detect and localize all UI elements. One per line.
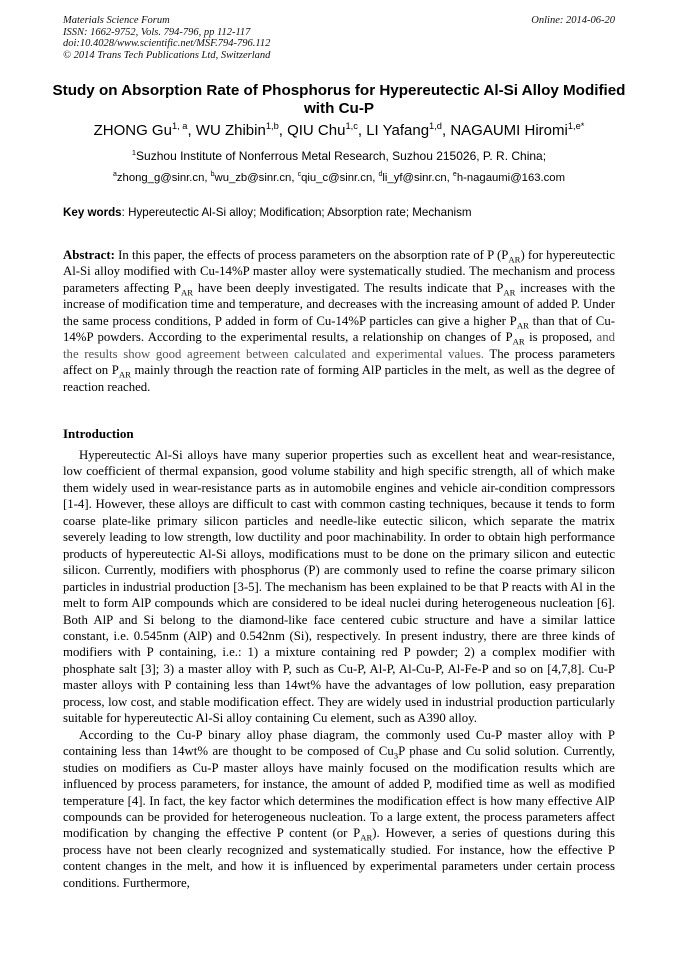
author-separator: , [357,122,367,139]
abstract-subscript: AR [516,320,529,331]
copyright-line: © 2014 Trans Tech Publications Ltd, Switzerland [63,49,271,61]
abstract-text: In this paper, the effects of process parameters on the absorption rate of P (P [114,248,509,262]
abstract [63,247,615,395]
email-address[interactable]: li_yf@sinr.cn, [382,172,453,184]
doi-link[interactable]: doi:10.4028/www.scientific.net/MSF.794-796.112 [63,38,271,50]
abstract-subscript: AR [512,336,525,347]
abstract-text: have been deeply investigated. The results indicate that P [193,280,504,295]
email-mark: d [378,171,383,179]
abstract-text: ) for hypereutectic Al-Si alloy modified with Cu-14%P master alloy were systematically studied. The mechanism and process parameters affecting P [63,248,615,295]
abstract-subscript: AR [181,287,194,298]
journal-header [63,15,615,61]
affiliation-mark: 1 [131,148,137,157]
author-name: WU Zhibin [195,122,266,139]
abstract-text: increases with the increase of modification time and temperature, and decreases with the increasing amount of added P. Under the same process conditions, P added in form of Cu-14%P particles can give a higher P [63,280,615,328]
abstract-text: mainly through the reaction rate of forming AlP particles in the melt, as well as the degree of reaction reached. [63,363,615,394]
email-mark: e [452,171,457,179]
keywords [63,205,615,221]
author-affiliation-mark: 1,e* [567,121,585,131]
email-address[interactable]: zhong_g@sinr.cn, [116,172,211,184]
email-mark: a [112,171,117,179]
email-address[interactable]: qiu_c@sinr.cn, [301,172,379,184]
author-affiliation-mark: 1,c [345,121,358,131]
email-mark: b [210,171,215,179]
paragraph-subscript: 3 [393,750,399,761]
email-mark: c [297,171,302,179]
author-affiliation-mark: 1, a [171,121,188,131]
introduction-paragraph [63,727,615,892]
section-heading-introduction: Introduction [63,426,134,441]
abstract-subscript: AR [508,254,521,265]
keywords-label: Key words [63,206,122,219]
affiliation [20,148,658,164]
author-affiliation-mark: 1,b [265,121,279,131]
journal-name: Materials Science Forum [63,15,170,26]
email-list [20,170,658,186]
author-name: ZHONG Gu [93,122,172,139]
author-name: NAGAUMI Hiromi [450,122,568,139]
keywords-text: : Hypereutectic Al-Si alloy; Modification; Absorption rate; Mechanism [121,206,472,219]
author-separator: , [278,122,288,139]
paragraph-text: P phase and Cu solid solution. Currently, studies on modifiers as Cu-P master alloys have mainly focused on the modification results which are influenced by process parameters, for instance, the amount of added P, modified time as well as modified temperature [4]. In fact, the key factor which determines the modification effect is how many effective AlP compounds can be provided for heterogeneous nucleation. To a large extent, the process parameters affect modification by changing the effective P content (or P [63,744,616,841]
abstract-text: The process parameters affect on P [63,346,615,378]
abstract-subscript: AR [118,369,131,380]
email-address[interactable]: h-nagaumi@163.com [456,172,565,184]
paragraph-subscript: AR [360,832,373,843]
paragraph-text: ). However, a series of questions during this process have not been clearly recognized and systematically studied. For instance, how the effective P content changes in the melt, and how it is influenced by experimental parameters under certain process conditions. Furthermore, [63,826,615,890]
paragraph-text: According to the Cu-P binary alloy phase diagram, the commonly used Cu-P master alloy with P containing less than 14wt% are thought to be composed of Cu [63,727,615,759]
abstract-highlight-text: and the results show good agreement between calculated and experimental values. [63,330,615,361]
abstract-text: than that of Cu-14%P powders. According to the experimental results, a relationship on changes of P [63,313,616,345]
paper-title: Study on Absorption Rate of Phosphorus for Hypereutectic Al-Si Alloy Modified with Cu-P [52,82,626,117]
author-separator: , [441,122,451,139]
author-name: QIU Chu [287,122,346,139]
abstract-text: is proposed, [524,330,597,345]
abstract-label: Abstract: [63,248,115,262]
author-affiliation-mark: 1,d [429,121,442,131]
introduction-paragraph [63,447,615,727]
affiliation-text: Suzhou Institute of Nonferrous Metal Research, Suzhou 215026, P. R. China; [136,149,547,163]
email-address[interactable]: wu_zb@sinr.cn, [214,172,298,184]
author-list [20,121,658,141]
author-separator: , [187,122,196,139]
online-date: Online: 2014-06-20 [531,15,615,26]
paragraph-text: Hypereutectic Al-Si alloys have many superior properties such as excellent heat and wear-resistance, low coefficient of thermal expansion, good volume stability and high specific strength, all of which make them widely used in wear-resistance parts as in automobile engines and vehicle air-condition compressors [1-4]. However, these alloys are difficult to cast with common casting techniques, because it tends to form coarse plate-like primary silicon particles and needle-like eutectic silicon, which separate the matrix severely leading to low strength, low ductility and poor machinability. In order to obtain high performance products of hypereutectic Al-Si alloys, modifications must to be done on the primary silicon and eutectic silicon. Currently, modifiers with phosphorus (P) are commonly used to refine the coarse primary silicon particles in industrial production [3-5]. The mechanism has been explained to be that P reacts with Al in the melt to form AlP compounds which are considered to be ideal nuclei during heterogeneous nucleation [6]. Both AlP and Si belong to the diamond-like face centered cubic structure and have a similar lattice constant, i.e. 0.545nm (AlP) and 0.542nm (Si), respectively. In present industry, there are three kinds of modifiers with P containing, i.e.: 1) a mixture containing red P powder; 2) a complex modifier with phosphate salt [3]; 3) a master alloy with P, such as Cu-P, Al-P, Al-Cu-P, Al-Fe-P and so on [4,7,8]. Cu-P master alloys with P containing less than 14wt% have the advantages of low pollution, easy preparation process, low cost, and stable modification effect. They are widely used in industrial production particularly suitable for hypereutectic Al-Si alloy containing Cu element, such as A390 alloy. [63,448,615,726]
abstract-body [63,248,615,394]
author-name: LI Yafang [366,122,430,139]
introduction-body [63,447,615,891]
issn-line: ISSN: 1662-9752, Vols. 794-796, pp 112-117 [63,26,251,38]
abstract-subscript: AR [503,287,516,298]
